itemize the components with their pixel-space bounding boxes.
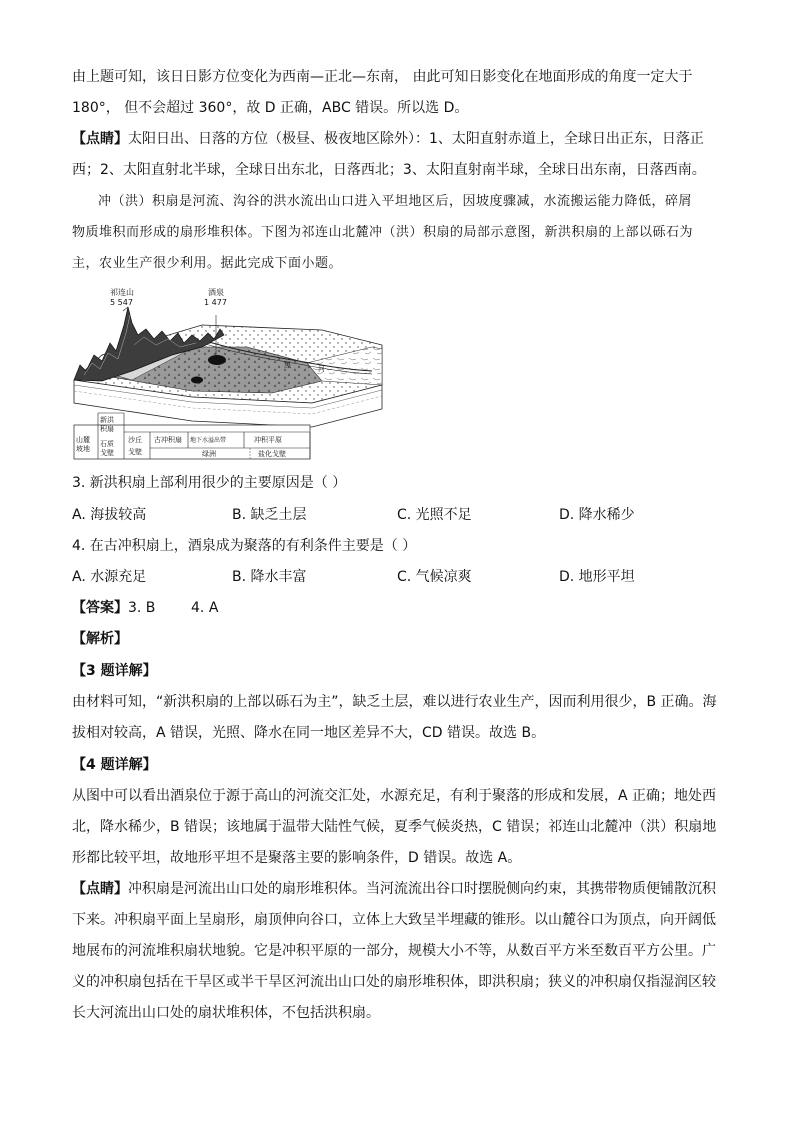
material-line-3: 主，农业生产很少利用。据此完成下面小题。: [72, 256, 343, 271]
q4-detail-line-3: 形都比较平坦，故地形平坦不是聚落主要的影响条件，D 错误。故选 A。: [72, 850, 522, 866]
material-line-2: 物质堆积而形成的扇形堆积体。下图为祁连山北麓冲（洪）积扇的局部示意图，新洪积扇的上部以砾石为: [72, 225, 694, 240]
tip-text-line-2: 西；2、太阳直射北半球，全球日出东北，日落西北；3、太阳直射南半球，全球日出东南，日落西南。: [72, 162, 706, 178]
question-3-stem: 3. 新洪积扇上部利用很少的主要原因是（ ）: [72, 475, 347, 491]
answer-text: 3. B 4. A: [128, 600, 219, 616]
q3-option-b: B. 缺乏土层: [232, 507, 307, 523]
zone-gravel-gobi-label: 石质戈壁: [100, 440, 114, 457]
zone-alluvial-plain-label: 冲积平原: [254, 436, 282, 444]
explanation-line-1: 由上题可知，该日日影方位变化为西南—正北—东南， 由此可知日影变化在地面形成的角度一定大于: [72, 69, 693, 85]
material-line-1: 冲（洪）积扇是河流、沟谷的洪水流出山口进入平坦地区后，因坡度骤减，水流搬运能力降低，碎屑: [98, 194, 693, 209]
river-label-1: 黑: [284, 361, 291, 369]
zone-groundwater-label: 地下水溢出带: [190, 437, 227, 444]
tip2-text-line-1: 冲积扇是河流出山口处的扇形堆积体。当河流流出谷口时摆脱侧向约束，其携带物质便铺散沉积: [128, 881, 716, 897]
q3-option-c: C. 光照不足: [397, 507, 472, 523]
q3-option-d: D. 降水稀少: [559, 507, 635, 523]
tip-paragraph-1: [72, 130, 704, 148]
q3-detail-heading: 【3 题详解】: [72, 663, 157, 679]
tip2-text-line-2: 下来。冲积扇平面上呈扇形，扇顶伸向谷口，立体上大致呈半埋藏的锥形。以山麓谷口为顶点，向开阔低: [72, 912, 716, 928]
zone-ancient-fan-label: 古冲积扇: [154, 436, 182, 444]
tip-paragraph-2: [72, 880, 716, 898]
q4-detail-line-1: 从图中可以看出酒泉位于源于高山的河流交汇处，水源充足，有利于聚落的形成和发展，A 正确；地处西: [72, 788, 717, 804]
city-elevation-label: 1 477: [204, 298, 227, 307]
zone-dune-label: 沙丘: [128, 436, 142, 444]
explanation-line-2: 180°， 但不会超过 360°，故 D 正确，ABC 错误。所以选 D。: [72, 100, 469, 116]
zone-desert-gobi-label: 戈壁: [128, 448, 142, 456]
tip2-text-line-5: 长大河流出山口处的扇状堆积体，不包括洪积扇。: [72, 1005, 380, 1021]
river-label-2: 河: [318, 365, 325, 373]
q4-detail-heading: 【4 题详解】: [72, 757, 157, 773]
peak-name-label: 祁连山: [110, 288, 134, 297]
q3-option-a: A. 海拔较高: [72, 507, 147, 523]
q3-detail-line-2: 拔相对较高，A 错误，光照、降水在同一地区差异不大，CD 错误。故选 B。: [72, 725, 546, 741]
zone-oasis-label: 绿洲: [202, 450, 216, 458]
question-4-stem: 4. 在古冲积扇上，酒泉成为聚落的有利条件主要是（ ）: [72, 538, 417, 554]
q4-option-b: B. 降水丰富: [232, 569, 307, 585]
zone-slope-label: 山麓坡地: [76, 436, 90, 453]
answer-line: [72, 599, 218, 617]
zone-saline-gobi-label: 盐化戈壁: [258, 450, 286, 458]
alluvial-fan-diagram: [72, 285, 384, 461]
tip2-text-line-4: 义的冲积扇包括在干旱区或半干旱区河流出山口处的扇形堆积体，即洪积扇；狭义的冲积扇仅指湿润区较: [72, 974, 716, 990]
city-name-label: 酒泉: [208, 288, 224, 297]
q4-option-c: C. 气候凉爽: [397, 569, 472, 585]
zone-new-fan-label: 新洪积扇: [100, 416, 114, 433]
peak-elevation-label: 5 547: [110, 298, 133, 307]
analysis-heading: 【解析】: [72, 631, 128, 647]
q3-detail-line-1: 由材料可知，“新洪积扇的上部以砾石为主”，缺乏土层，难以进行农业生产，因而利用很少，B 正确。海: [72, 694, 717, 710]
answer-label: 【答案】: [72, 600, 128, 616]
tip-text-line-1: 太阳日出、日落的方位（极昼、极夜地区除外）：1、太阳直射赤道上，全球日出正东，日落正: [128, 131, 704, 147]
q4-detail-line-2: 北，降水稀少，B 错误；该地属于温带大陆性气候，夏季气候炎热，C 错误；祁连山北麓冲（洪）积扇地: [72, 819, 717, 835]
tip2-label: 【点睛】: [72, 881, 128, 897]
tip-label: 【点睛】: [72, 131, 128, 147]
q4-option-d: D. 地形平坦: [559, 569, 635, 585]
q4-option-a: A. 水源充足: [72, 569, 147, 585]
tip2-text-line-3: 地展布的河流堆积扇状地貌。它是冲积平原的一部分，规模大小不等，从数百平方米至数百平方公里。广: [72, 943, 716, 959]
